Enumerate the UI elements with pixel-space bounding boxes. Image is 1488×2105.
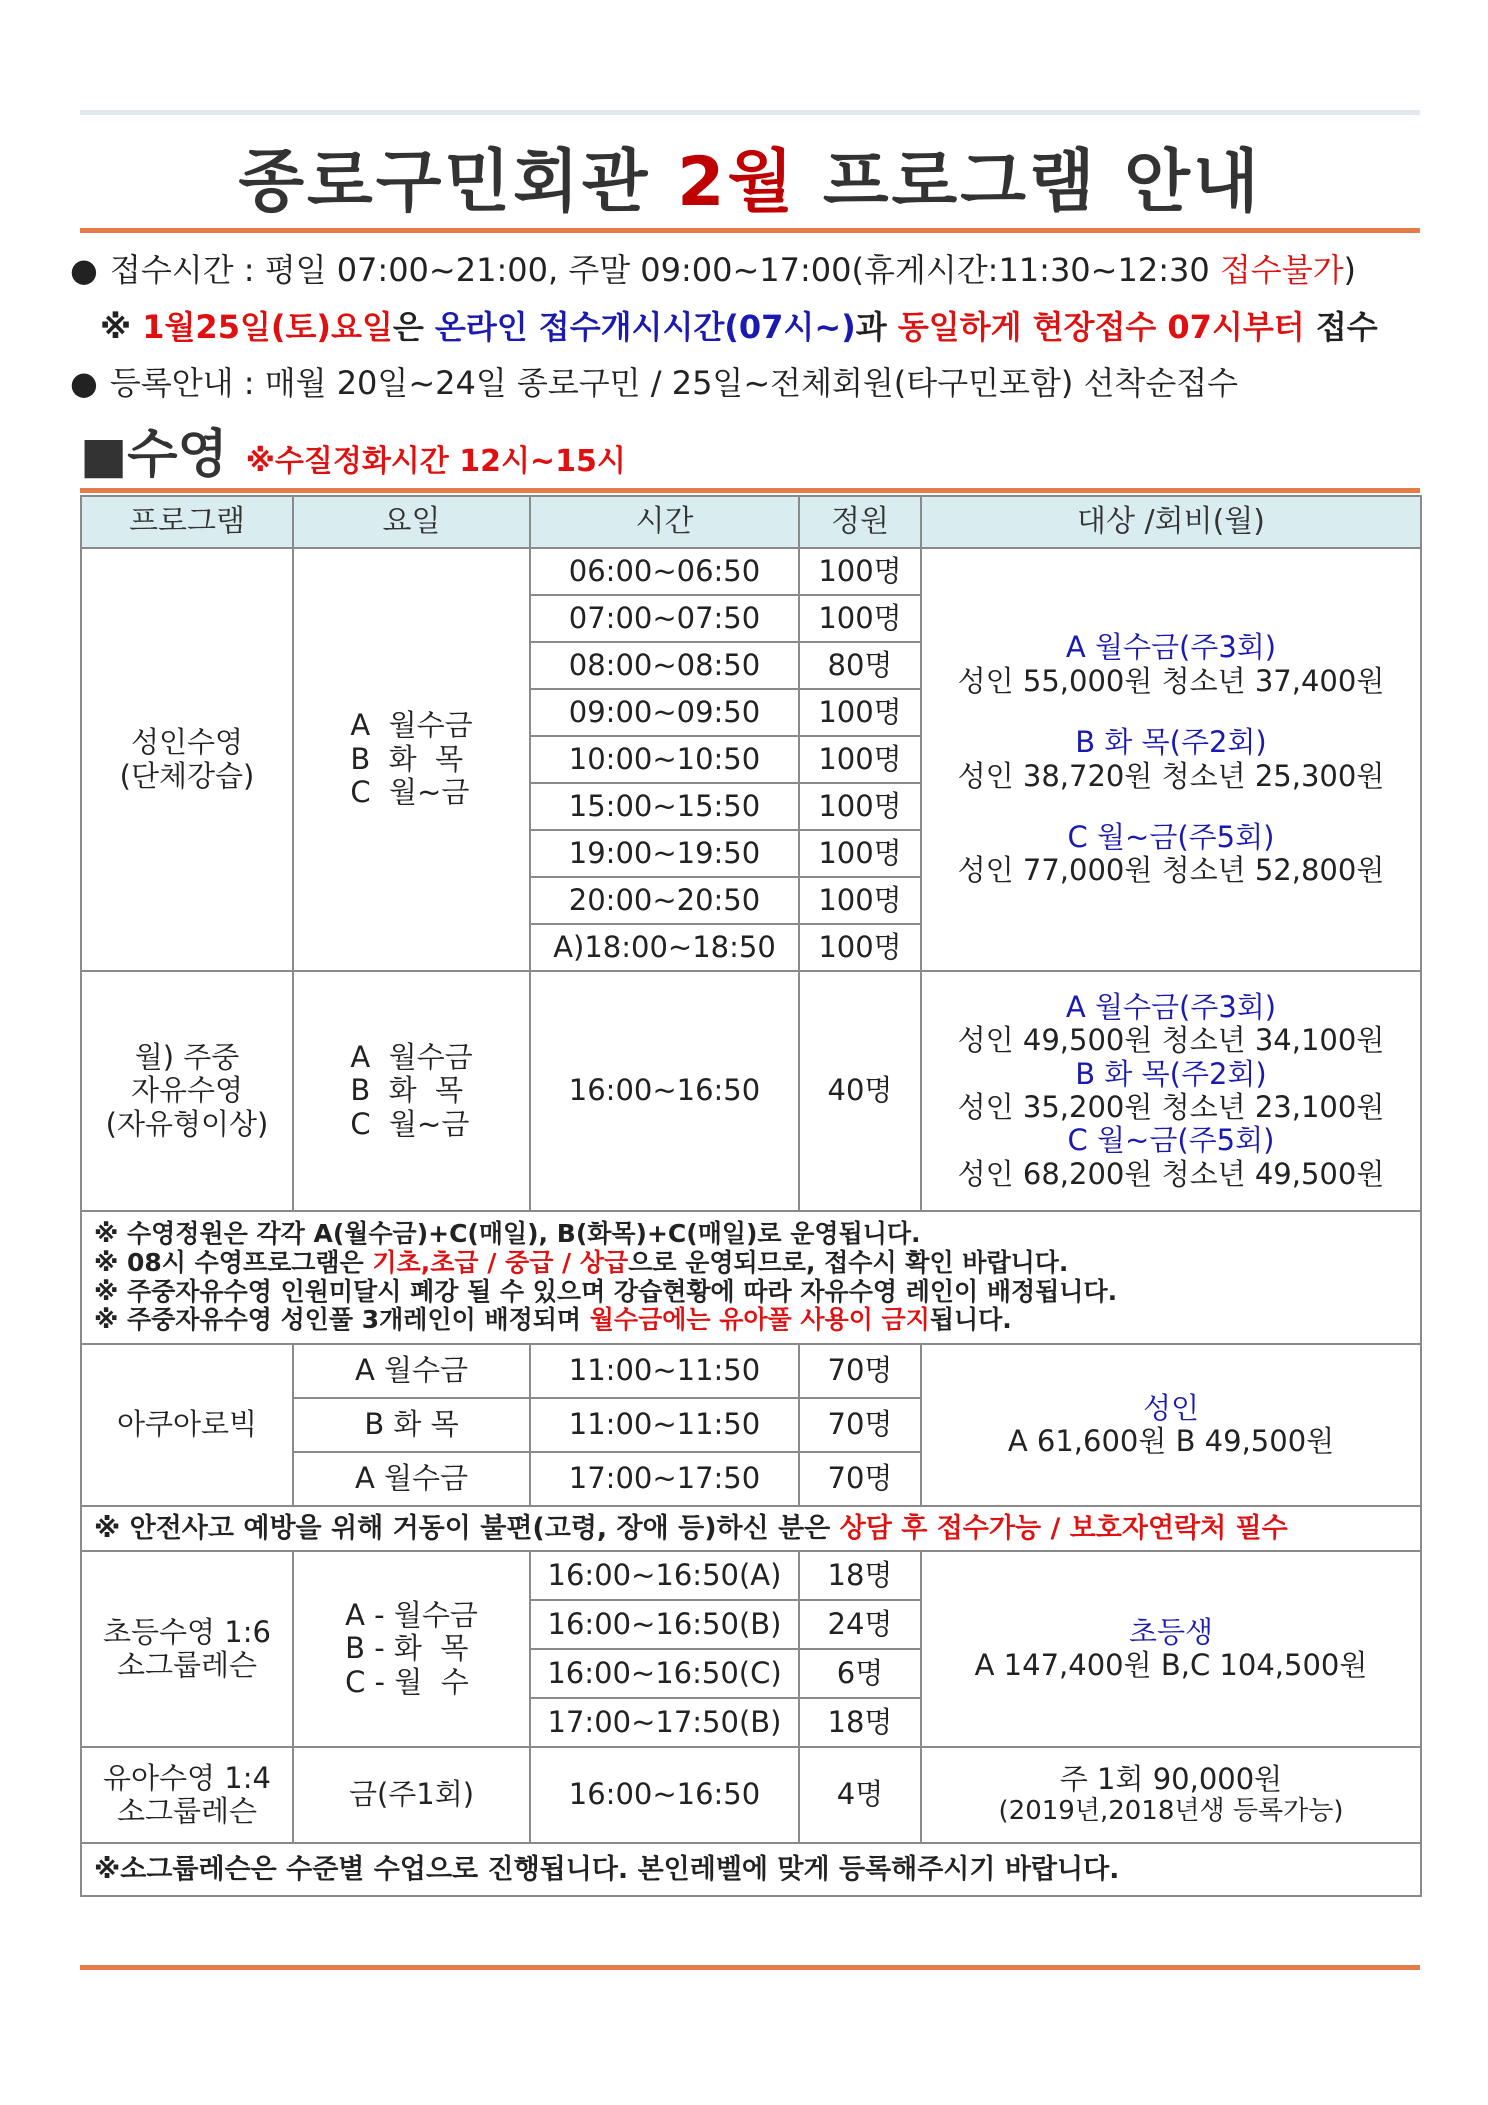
table-row [81,1551,1421,1600]
cap-cell: 100명 [799,689,921,736]
time-cell: 06:00~06:50 [530,548,799,595]
time-cell: 17:00~17:50(B) [530,1698,799,1747]
fee-free-swim: A 월수금(주3회) 성인 49,500원 청소년 34,100원 B 화 목(주2회) 성인 35,200원 청소년 23,100원 C 월~금(주5회) 성인 68,200원 청소년 49,500원 [921,971,1421,1211]
time-cell: 10:00~10:50 [530,736,799,783]
program-aerobic: 아쿠아로빅 [81,1344,293,1506]
cap-cell: 70명 [799,1452,921,1506]
notes-row [81,1211,1421,1344]
cap-cell: 70명 [799,1344,921,1398]
page-title: 종로구민회관 2월 프로그램 안내 [238,143,1262,222]
fee-aerobic: 성인 A 61,600원 B 49,500원 [921,1344,1421,1506]
table-header-row [81,496,1421,548]
cap-cell: 100명 [799,924,921,971]
time-cell: 08:00~08:50 [530,642,799,689]
time-cell: 09:00~09:50 [530,689,799,736]
program-table [80,495,1422,1897]
days-kids-swim: A - 월수금 B - 화 목 C - 월 수 [293,1551,530,1747]
time-cell: 16:00~16:50(C) [530,1649,799,1698]
time-cell: A)18:00~18:50 [530,924,799,971]
cap-cell: 70명 [799,1398,921,1452]
col-fee: 대상 /회비(월) [921,496,1421,548]
cap-cell: 24명 [799,1600,921,1649]
days-free-swim: A 월수금 B 화 목 C 월~금 [293,971,530,1211]
registration-notice: ※ 1월25일(토)요일은 온라인 접수개시시간(07시~)과 동일하게 현장접수 07시부터 접수 [100,308,1378,346]
days-adult-swim: A 월수금 B 화 목 C 월~금 [293,548,530,971]
reception-hours: ● 접수시간 : 평일 07:00~21:00, 주말 09:00~17:00(휴게시간:11:30~12:30 접수불가) [70,251,1357,289]
section-underline [80,488,1420,493]
fee-toddler-swim: 주 1회 90,000원 (2019년,2018년생 등록가능) [921,1747,1421,1843]
col-program: 프로그램 [81,496,293,548]
cap-cell: 6명 [799,1649,921,1698]
cap-cell: 18명 [799,1698,921,1747]
cap-cell: 40명 [799,971,921,1211]
warning-row [81,1506,1421,1551]
cap-cell: 100명 [799,736,921,783]
table-row [81,1747,1421,1843]
time-cell: 19:00~19:50 [530,830,799,877]
table-row [81,548,1421,595]
program-free-swim: 월) 주중 자유수영 (자유형이상) [81,971,293,1211]
time-cell: 17:00~17:50 [530,1452,799,1506]
square-icon: ■ [80,426,128,484]
time-cell: 16:00~16:50 [530,1747,799,1843]
col-days: 요일 [293,496,530,548]
cap-cell: 100명 [799,830,921,877]
bullet-icon: ● [70,364,98,402]
col-time: 시간 [530,496,799,548]
top-divider [80,110,1420,115]
table-row [81,971,1421,1211]
time-cell: 11:00~11:50 [530,1398,799,1452]
cap-cell: 4명 [799,1747,921,1843]
days-cell: B 화 목 [293,1398,530,1452]
table-row [81,1344,1421,1398]
program-kids-swim: 초등수영 1:6 소그룹레슨 [81,1551,293,1747]
title-underline [80,228,1420,233]
col-capacity: 정원 [799,496,921,548]
days-cell: A 월수금 [293,1344,530,1398]
time-cell: 11:00~11:50 [530,1344,799,1398]
program-adult-swim: 성인수영 (단체강습) [81,548,293,971]
time-cell: 15:00~15:50 [530,783,799,830]
program-toddler-swim: 유아수영 1:4 소그룹레슨 [81,1747,293,1843]
cap-cell: 80명 [799,642,921,689]
bottom-divider [80,1965,1420,1970]
final-note: ※소그룹레슨은 수준별 수업으로 진행됩니다. 본인레벨에 맞게 등록해주시기 바랍니다. [81,1843,1421,1896]
time-cell: 20:00~20:50 [530,877,799,924]
cap-cell: 100명 [799,783,921,830]
days-cell: A 월수금 [293,1452,530,1506]
cap-cell: 100명 [799,595,921,642]
fee-adult-swim: A 월수금(주3회) 성인 55,000원 청소년 37,400원 B 화 목(주2회) 성인 38,720원 청소년 25,300원 C 월~금(주5회) 성인 77,000원 청소년 52,800원 [921,548,1421,971]
cap-cell: 100명 [799,548,921,595]
final-note-row [81,1843,1421,1896]
time-cell: 16:00~16:50(B) [530,1600,799,1649]
registration-info: ● 등록안내 : 매월 20일~24일 종로구민 / 25일~전체회원(타구민포함) 선착순접수 [70,364,1239,402]
bullet-icon: ● [70,251,98,289]
cap-cell: 18명 [799,1551,921,1600]
fee-kids-swim: 초등생 A 147,400원 B,C 104,500원 [921,1551,1421,1747]
time-cell: 16:00~16:50 [530,971,799,1211]
days-toddler-swim: 금(주1회) [293,1747,530,1843]
swim-notes: ※ 수영정원은 각각 A(월수금)+C(매일), B(화목)+C(매일)로 운영됩니다. ※ 08시 수영프로그램은 기초,초급 / 중급 / 상급으로 운영되므로, 접수시 확인 바랍니다. ※ 주중자유수영 인원미달시 폐강 될 수 있으며 강습현황에 따라 자유수영 레인이 배정됩니다. ※ 주중자유수영 성인풀 3개레인이 배정되며 월수금에는 유아풀 사용이 금지됩니다. [81,1211,1421,1344]
section-title: ■수영 ※수질정화시간 12시~15시 [80,425,626,485]
time-cell: 16:00~16:50(A) [530,1551,799,1600]
water-treatment-note: ※수질정화시간 12시~15시 [245,444,626,479]
time-cell: 07:00~07:50 [530,595,799,642]
cap-cell: 100명 [799,877,921,924]
safety-warning: ※ 안전사고 예방을 위해 거동이 불편(고령, 장애 등)하신 분은 상담 후 접수가능 / 보호자연락처 필수 [81,1506,1421,1551]
